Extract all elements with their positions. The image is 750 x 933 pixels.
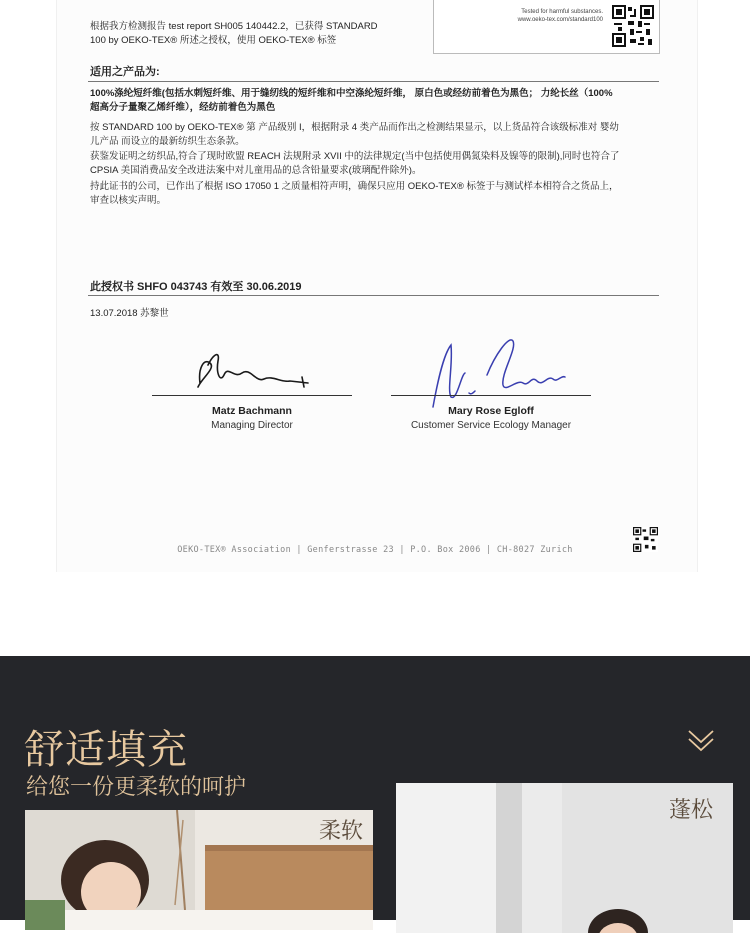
signature-1-line <box>152 395 352 396</box>
qr-note-line-1: Tested for harmful substances. <box>521 9 603 15</box>
fluffy-card-label: 蓬松 <box>668 798 713 823</box>
date-line: 13.07.2018 苏黎世 <box>90 308 169 319</box>
comfort-subtitle: 给您一份更柔软的呵护 <box>26 775 247 800</box>
signatory-2-title: Customer Service Ecology Manager <box>410 420 572 431</box>
signatory-2-name: Mary Rose Egloff <box>448 405 534 417</box>
para2-line-1: 获鉴发证明之纺织品,符合了现时欧盟 REACH 法规附录 XVII 中的法律规定(当中包括使用偶氮染料及镍等的限制),同时也符合了 <box>90 151 620 162</box>
qr-label-box <box>433 0 660 54</box>
qr-code-icon <box>612 5 654 47</box>
double-chevron-down-icon <box>686 726 716 756</box>
divider-products <box>88 81 659 82</box>
products-line-1: 100%涤纶短纤维(包括水刺短纤维、用于缝纫线的短纤维和中空涤纶短纤维， 原白色或经纺前着色为黑色； 力纶长丝（100% <box>90 88 613 99</box>
soft-card-label: 柔软 <box>318 819 363 844</box>
para3-line-1: 持此证书的公司，已作出了根据 ISO 17050 1 之质量相符声明，确保只应用 OEKO-TEX® 标签于与测试样本相符合之货品上， <box>90 181 619 192</box>
products-line-2: 超高分子量聚乙烯纤维），经纺前着色为黑色 <box>90 102 276 113</box>
license-line: 此授权书 SHFO 043743 有效至 30.06.2019 <box>90 281 302 293</box>
para2-line-2: CPSIA 美国消费品安全改进法案中对儿童用品的总含铅量要求(玻璃配件除外)。 <box>90 165 422 176</box>
comfort-title: 舒适填充 <box>24 727 188 773</box>
signature-2-line <box>391 395 591 396</box>
divider-license <box>88 295 659 296</box>
intro-line-1: 根据我方检测报告 test report SH005 140442.2，已获得 STANDARD <box>90 21 378 32</box>
fluffy-feature-card <box>396 783 733 933</box>
intro-line-2: 100 by OEKO-TEX® 所述之授权，使用 OEKO-TEX® 标签 <box>90 35 337 46</box>
products-heading: 适用之产品为: <box>90 66 160 78</box>
footer-qr-code-icon <box>633 527 658 552</box>
para1-line-1: 按 STANDARD 100 by OEKO-TEX® 第 产品级别 I，根据附录 4 类产品而作出之检测结果显示，以上货品符合该级标准对 婴幼 <box>90 122 619 133</box>
signature-1-icon <box>190 343 320 393</box>
footer-address: OEKO-TEX® Association | Genferstrasse 23 | P.O. Box 2006 | CH-8027 Zurich <box>177 545 573 555</box>
signatory-1-name: Matz Bachmann <box>212 405 292 417</box>
signatory-1-title: Managing Director <box>211 420 293 431</box>
signature-2-icon <box>425 335 575 415</box>
qr-note-line-2: www.oeko-tex.com/standard100 <box>517 17 603 23</box>
para3-line-2: 审查以核实声明。 <box>90 195 167 206</box>
comfort-section <box>0 656 750 920</box>
para1-line-2: 儿产品 而设立的最新纺织生态条款。 <box>90 136 245 147</box>
soft-feature-card <box>25 810 373 930</box>
